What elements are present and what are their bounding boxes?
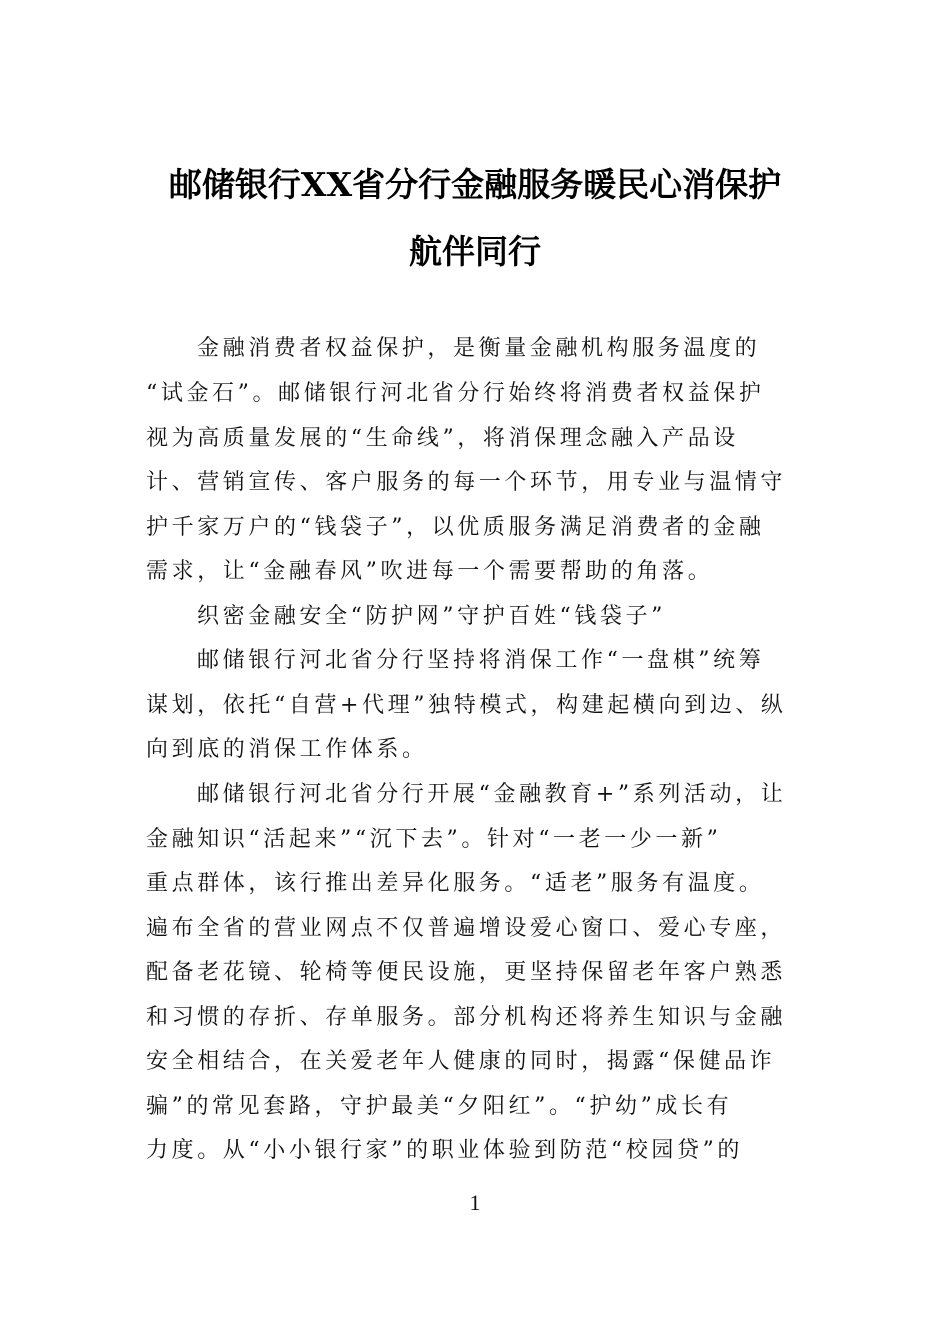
paragraph-line: 金融知识“活起来”“沉下去”。针对“一老一少一新” [146,827,722,852]
paragraph-line: 遍布全省的营业网点不仅普遍增设爱心窗口、爱心专座， [146,916,787,941]
paragraph-line: 护千家万户的“钱袋子”，以优质服务满足消费者的金融 [146,515,765,540]
paragraph-line: 邮储银行河北省分行坚持将消保工作“一盘棋”统筹 [197,648,765,673]
section-heading: 织密金融安全“防护网”守护百姓“钱袋子” [197,604,666,629]
paragraph-line: 和习惯的存折、存单服务。部分机构还将养生知识与金融 [146,1005,787,1030]
page-number: 1 [469,1190,481,1215]
paragraph-line: 计、营销宣传、客户服务的每一个环节，用专业与温情守 [146,470,787,495]
paragraph-line: 向到底的消保工作体系。 [146,737,428,762]
paragraph-line: 安全相结合，在关爱老年人健康的同时，揭露“保健品诈 [146,1049,776,1074]
paragraph-line: 重点群体，该行推出差异化服务。“适老”服务有温度。 [146,871,765,896]
paragraph-line: 力度。从“小小银行家”的职业体验到防范“校园贷”的 [146,1138,743,1163]
paragraph-line: 骗”的常见套路，守护最美“夕阳红”。“护幼”成长有 [146,1094,733,1119]
paragraph-line: 视为高质量发展的“生命线”，将消保理念融入产品设 [146,426,739,451]
paragraph-line: 谋划，依托“自营+代理”独特模式，构建起横向到边、纵 [146,693,787,718]
document-title-line-1: 邮储银行XX省分行金融服务暖民心消保护 [168,165,782,204]
paragraph-line: 邮储银行河北省分行开展“金融教育+”系列活动，让 [197,782,787,807]
paragraph-line: “试金石”。邮储银行河北省分行始终将消费者权益保护 [146,381,765,406]
document-title-line-2: 航伴同行 [409,232,541,271]
paragraph-line: 金融消费者权益保护，是衡量金融机构服务温度的 [197,336,761,361]
paragraph-line: 配备老花镜、轮椅等便民设施，更坚持保留老年客户熟悉 [146,960,787,985]
paragraph-line: 需求，让“金融春风”吹进每一个需要帮助的角落。 [146,559,714,584]
